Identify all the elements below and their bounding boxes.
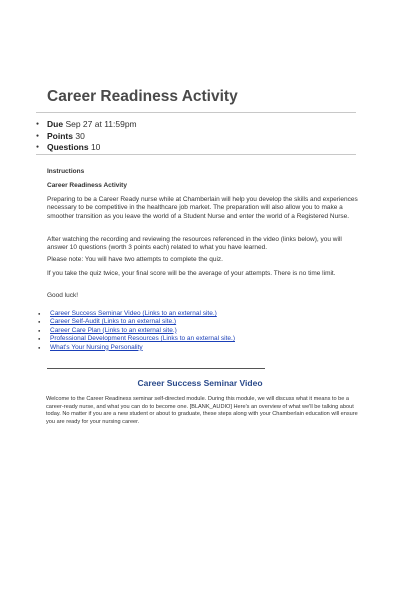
instructions-paragraph-4 [47, 270, 360, 278]
professional-development-resources-link[interactable]: Professional Development Resources (Links to an external site.) [50, 335, 235, 343]
list-item [38, 318, 235, 326]
section-intro-text: Welcome to the Career Readiness seminar self-directed module. During this module, we will discuss what it means to be a career-ready nurse, and what you can do to become one. [BLANK_AUDIO] Here's an overview of what we'll be talking about today. No matter if you are a new student or about to graduate, these steps along with your Chamberlain education will ensure you are ready for your nursing career. [46, 396, 358, 425]
points-item [36, 131, 137, 143]
list-item [38, 310, 235, 318]
section-divider [47, 368, 265, 369]
quiz-details [36, 119, 137, 154]
questions-value: 10 [90, 142, 101, 152]
career-success-seminar-video-link[interactable]: Career Success Seminar Video (Links to an external site.) [50, 310, 217, 317]
paragraph-text: Preparing to be a Career Ready nurse while at Chamberlain will help you develop the skills and experiences necessary to be competitive in the healthcare job market. The preparation will also allow you to make a smoother transition as you leave the world of a Student Nurse and enter the world of a Registered Nurse. [47, 196, 358, 220]
page-title: Career Readiness Activity [47, 88, 238, 105]
instructions-paragraph-5 [47, 292, 360, 300]
paragraph-text: Good luck! [47, 292, 79, 299]
resource-links [38, 310, 235, 352]
instructions-subheading [47, 182, 360, 190]
instructions-subheading-text: Career Readiness Activity [47, 182, 127, 189]
due-value: Sep 27 at 11:59pm [65, 119, 137, 129]
questions-item [36, 142, 137, 154]
paragraph-text: If you take the quiz twice, your final score will be the average of your attempts. There is no time limit. [47, 270, 336, 277]
career-self-audit-link[interactable]: Career Self-Audit (Links to an external site.) [50, 318, 177, 326]
nursing-personality-link[interactable]: What's Your Nursing Personality [50, 343, 143, 351]
details-divider [36, 154, 356, 155]
points-value: 30 [75, 130, 85, 141]
career-care-plan-link[interactable]: Career Care Plan (Links to an external site.) [50, 326, 177, 334]
section-title: Career Success Seminar Video [137, 378, 263, 388]
paragraph-text: Please note: You will have two attempts to complete the quiz. [47, 256, 223, 263]
instructions-heading-text: Instructions [47, 168, 85, 175]
paragraph-text: After watching the recording and reviewing the resources referenced in the video (links below), you will answer 10 questions (worth 3 points each) related to what you have learned. [47, 236, 342, 252]
points-label: Points [47, 130, 73, 141]
instructions-paragraph-2 [47, 236, 360, 253]
list-item [38, 327, 235, 335]
list-item [38, 344, 235, 352]
due-label: Due [47, 119, 64, 129]
title-divider [36, 112, 356, 113]
due-item [36, 119, 137, 131]
questions-label: Questions [47, 142, 89, 152]
list-item [38, 335, 235, 343]
instructions-paragraph-3 [47, 256, 360, 264]
instructions-paragraph-1 [47, 196, 360, 221]
instructions-heading [47, 168, 360, 176]
